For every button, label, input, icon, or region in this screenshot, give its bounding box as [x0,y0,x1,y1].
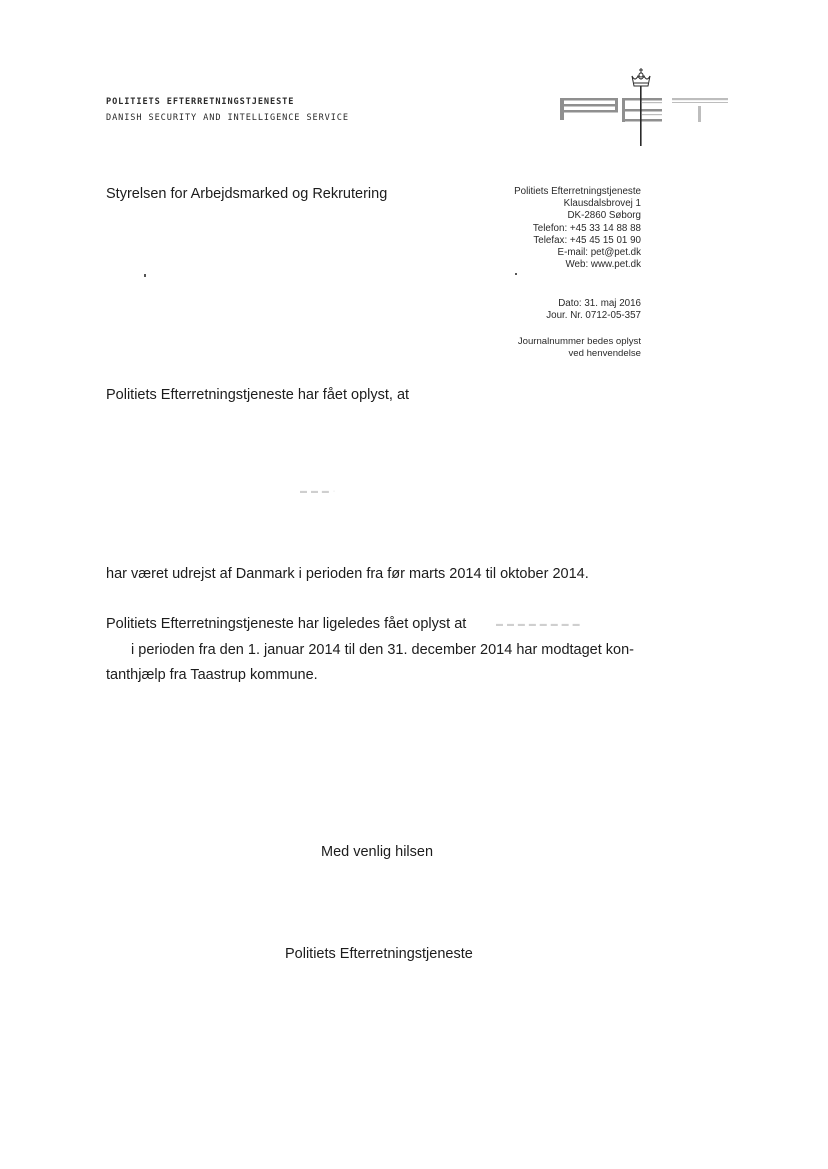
crown-icon [632,68,650,86]
letter-date: Dato: 31. maj 2016 [558,298,641,309]
redacted-area: ▬ ▬ ▬ · [300,488,337,495]
journal-note-line: ved henvendelse [568,348,641,360]
sender-web: Web: www.pet.dk [565,259,641,271]
paragraph-3-line-3: tanthjælp fra Taastrup kommune. [106,667,318,683]
journal-note-line: Journalnummer bedes oplyst [517,336,641,347]
org-name-english: DANISH SECURITY AND INTELLIGENCE SERVICE [106,113,349,123]
sender-email: E-mail: pet@pet.dk [557,247,641,259]
sender-phone: Telefon: +45 33 14 88 88 [532,222,641,234]
signature: Politiets Efterretningstjeneste [285,946,473,962]
paragraph-3-line-2: i perioden fra den 1. januar 2014 til den 31. december 2014 har modtaget kon- [131,642,635,658]
paragraph-1: Politiets Efterretningstjeneste har fået oplyst, at [106,387,410,403]
org-name-danish: POLITIETS EFTERRETNINGSTJENESTE [106,97,295,107]
paragraph-2: har været udrejst af Danmark i perioden fra før marts 2014 til oktober 2014. [106,566,589,582]
journal-number: Jour. Nr. 0712-05-357 [546,310,641,322]
redacted-area: ▬ ▬ ▬ ▬ ▬ ▬ ▬ ▬ [496,621,581,628]
sender-line: Klausdalsbrovej 1 [563,198,641,210]
logo-letter-e [622,86,662,146]
pet-logo [560,66,728,150]
closing-greeting: Med venlig hilsen [321,844,434,860]
journal-note [518,336,641,360]
logo-letter-p [560,98,618,120]
sender-line: Politiets Efterretningstjeneste [514,186,641,197]
sender-line: DK-2860 Søborg [567,210,641,222]
sender-fax: Telefax: +45 45 15 01 90 [533,234,641,246]
scan-speck [515,273,517,275]
scan-speck [144,274,146,277]
date-block [546,298,641,322]
sender-address [514,186,641,271]
recipient-name: Styrelsen for Arbejdsmarked og Rekrutering [106,186,388,202]
paragraph-3-line-1: Politiets Efterretningstjeneste har ligeledes fået oplyst at [106,616,467,632]
logo-letter-t [672,98,728,122]
